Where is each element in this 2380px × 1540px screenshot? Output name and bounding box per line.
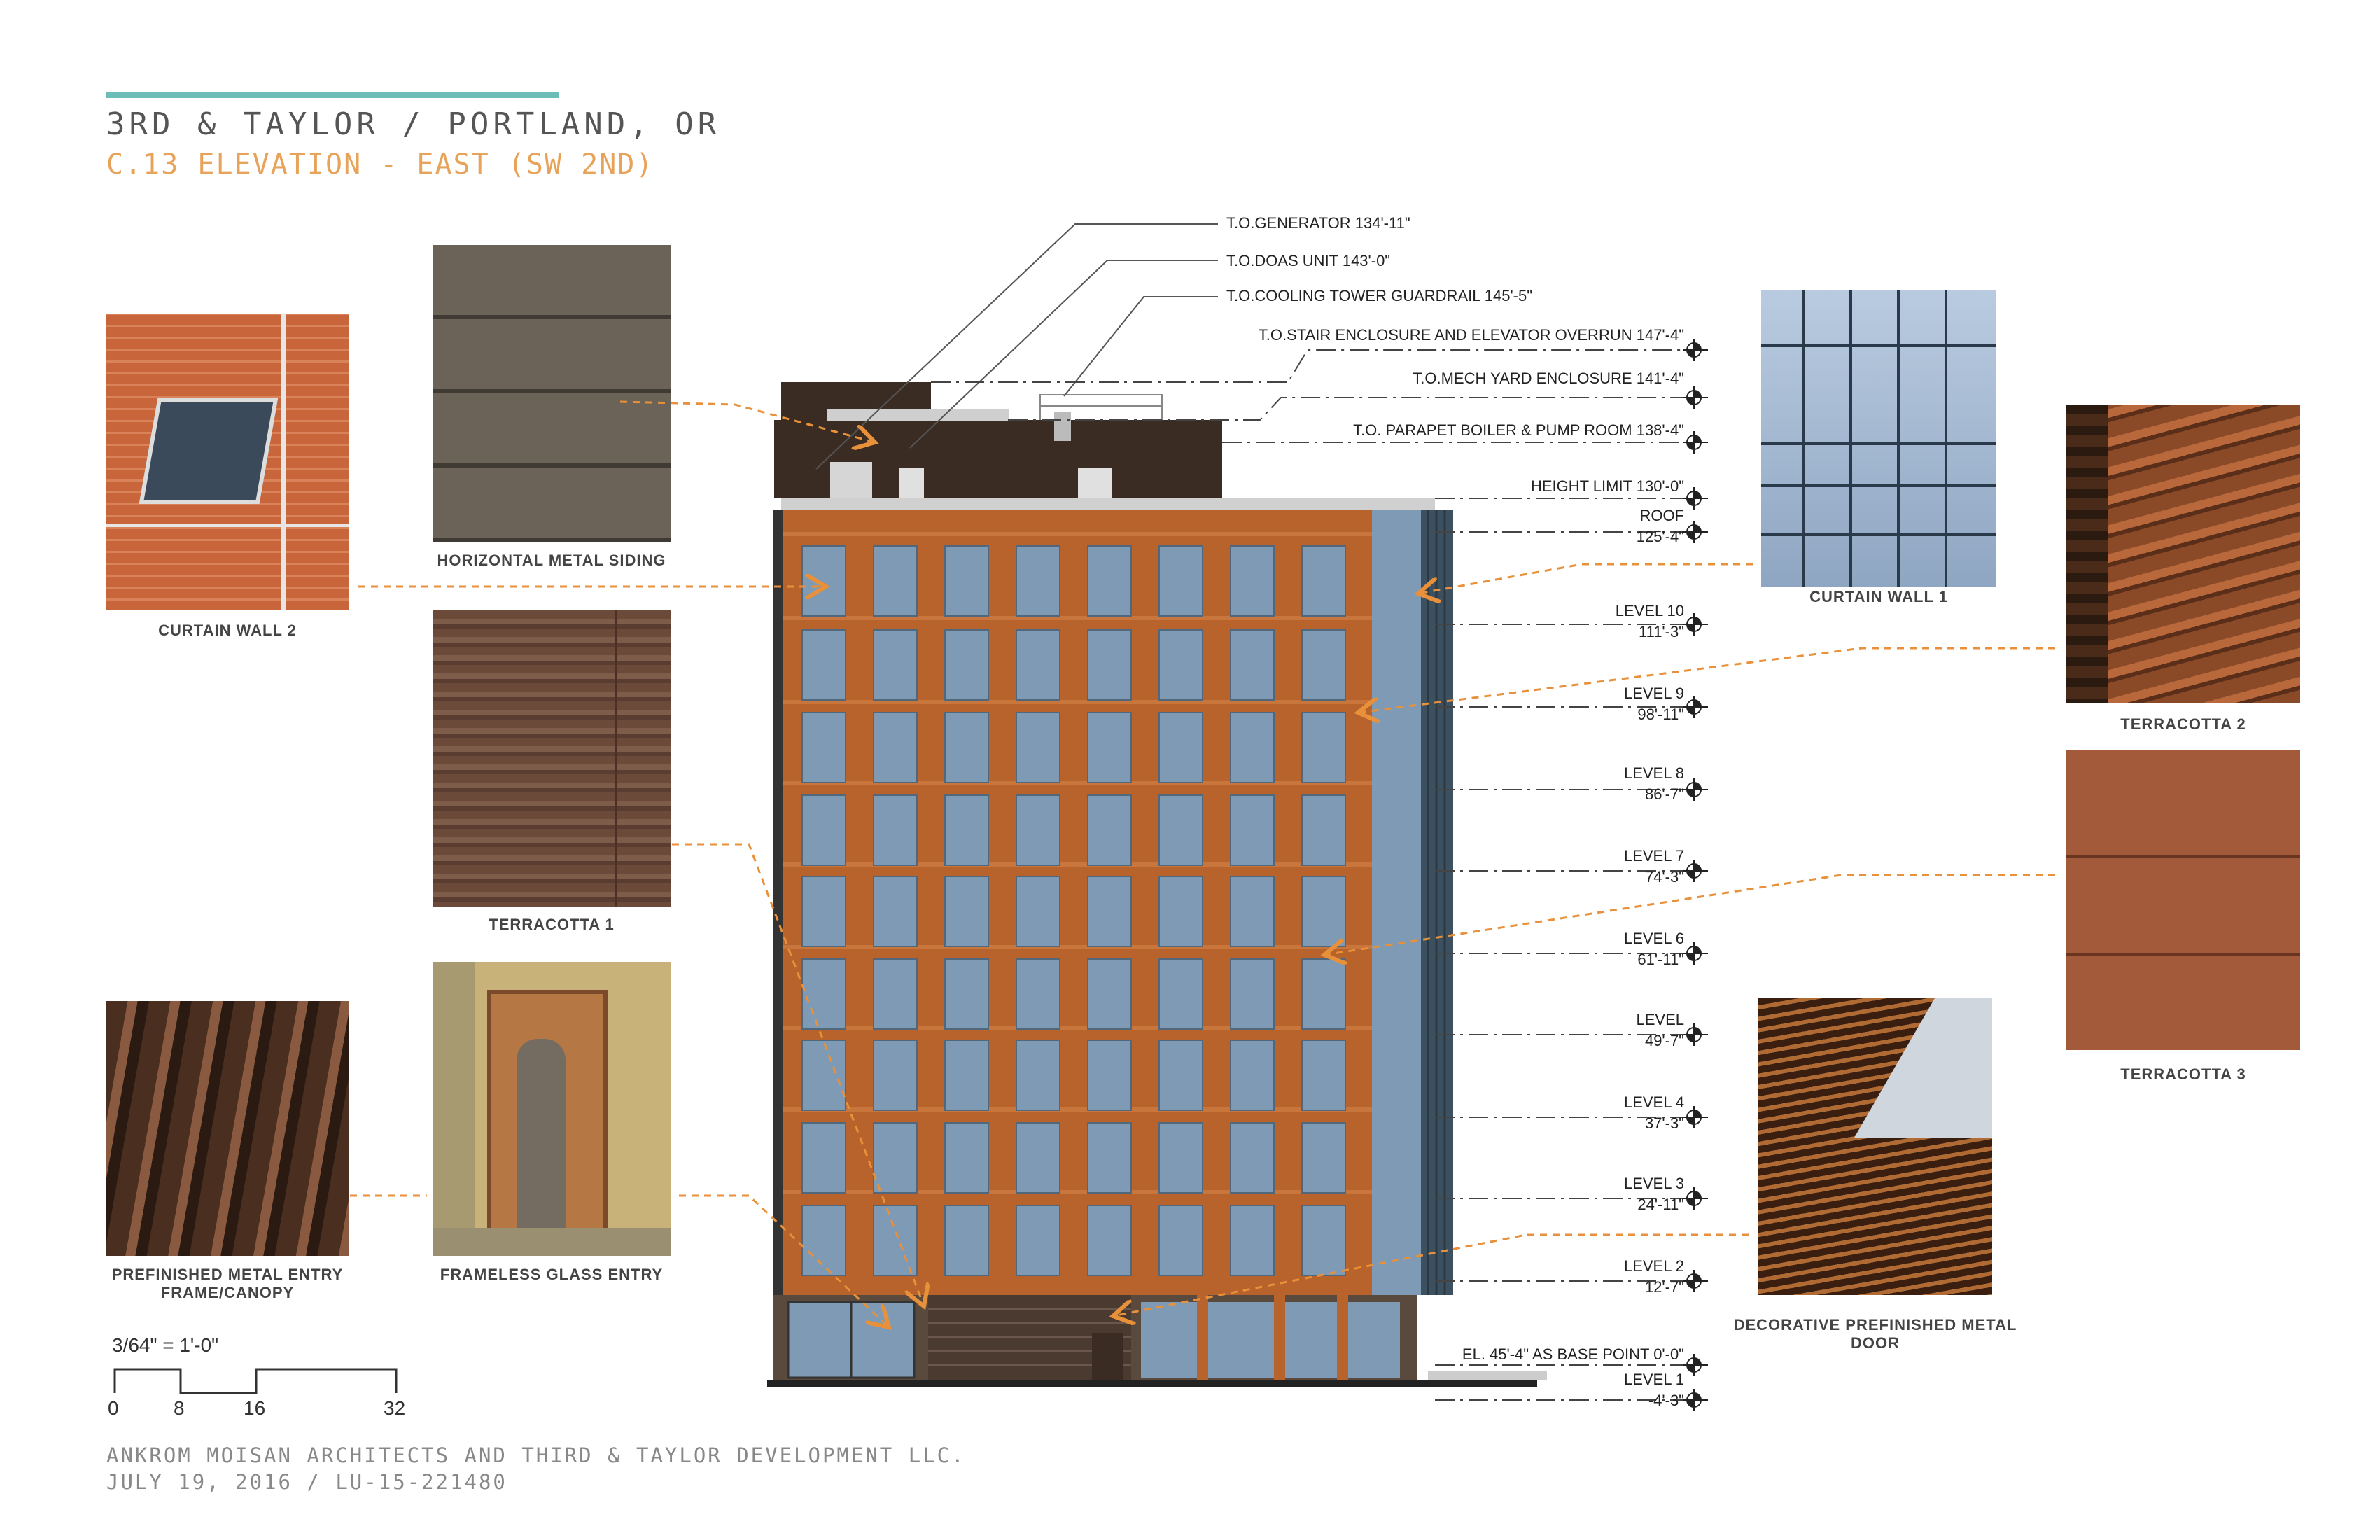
level-target-icon [1683,613,1708,636]
main-facade [767,510,1547,1387]
footer-date-permit: JULY 19, 2016 / LU-15-221480 [106,1470,507,1494]
level-target-icon [1683,386,1708,409]
facade-window [1016,630,1060,700]
label-doas-unit: T.O.DOAS UNIT 143'-0" [1226,252,1391,270]
facade-window [1088,546,1131,616]
facade-window [1231,1040,1274,1110]
facade-window [1231,713,1274,783]
facade-window [945,1040,988,1110]
facade-window [1159,876,1203,946]
level-4-elev: 37'-3" [1644,1114,1684,1132]
caption-decorative-line2: DOOR [1851,1334,1900,1352]
facade-window [945,876,988,946]
level-3-elev: 24'-11" [1637,1196,1684,1213]
facade-window [1231,959,1274,1029]
rooftop-structures [774,382,1435,510]
facade-window [802,959,846,1029]
level-2-elev: 12'-7" [1644,1278,1684,1296]
level-9-name: LEVEL 9 [1623,685,1684,702]
facade-window [1302,713,1345,783]
facade-window [1088,959,1131,1029]
facade-window [802,795,846,865]
level-roof-elev: 125'-4" [1636,528,1684,545]
facade-window [1159,546,1203,616]
caption-prefinished-line1: PREFINISHED METAL ENTRY [111,1266,344,1283]
level-4-name: LEVEL 4 [1623,1093,1684,1111]
level-1-name: LEVEL 1 [1623,1371,1684,1388]
facade-window [1088,630,1131,700]
level-target-icon [1683,1354,1708,1376]
facade-window [1302,1123,1345,1193]
facade-window [1088,1040,1131,1110]
facade-window [1088,1123,1131,1193]
level-target-icon [1683,431,1708,454]
level-2-name: LEVEL 2 [1623,1257,1684,1275]
level-9 [1624,683,1684,725]
facade-window [874,795,917,865]
graphic-scale [115,1369,396,1393]
facade-window [1302,795,1345,865]
facade-window [802,713,846,783]
level-roof [1637,505,1684,547]
level-8 [1624,763,1684,805]
caption-decorative-line1: DECORATIVE PREFINISHED METAL [1733,1316,2017,1334]
facade-window [1159,795,1203,865]
level-6-elev: 61'-11" [1637,951,1684,968]
facade-window [874,876,917,946]
caption-terracotta-1: TERRACOTTA 1 [489,916,615,933]
level-4 [1624,1092,1684,1134]
facade-window [802,876,846,946]
label-generator: T.O.GENERATOR 134'-11" [1226,214,1410,232]
facade-window [1302,630,1345,700]
facade-window [1159,959,1203,1029]
facade-window [1302,959,1345,1029]
level-target-icon [1683,339,1708,361]
level-target-icon [1683,1106,1708,1128]
facade-window [802,546,846,616]
facade-window [945,546,988,616]
facade-window [802,1123,846,1193]
facade-window [1016,959,1060,1029]
facade-window [1088,876,1131,946]
level-parapet: T.O. PARAPET BOILER & PUMP ROOM 138'-4" [1353,421,1684,439]
facade-window [945,959,988,1029]
level-target-icon [1683,696,1708,718]
facade-window [802,630,846,700]
level-10-name: LEVEL 10 [1615,602,1684,620]
facade-window [945,713,988,783]
level-3-name: LEVEL 3 [1623,1175,1684,1192]
caption-curtain-wall-1: CURTAIN WALL 1 [1809,588,1948,606]
facade-window [945,1205,988,1275]
level-target-icon [1683,942,1708,965]
level-height-limit: HEIGHT LIMIT 130'-0" [1530,477,1684,495]
scale-tick-32: 32 [384,1397,406,1419]
level-5-elev: 49'-7" [1644,1032,1684,1049]
facade-window [1159,630,1203,700]
caption-curtain-wall-2: CURTAIN WALL 2 [158,622,297,639]
facade-window [1159,1123,1203,1193]
footer-credits: ANKROM MOISAN ARCHITECTS AND THIRD & TAYLOR DEVELOPMENT LLC. [106,1443,966,1467]
level-base-point: EL. 45'-4" AS BASE POINT 0'-0" [1462,1345,1684,1363]
label-cooling-tower: T.O.COOLING TOWER GUARDRAIL 145'-5" [1226,287,1533,304]
facade-window [1231,630,1274,700]
caption-horizontal-metal-siding: HORIZONTAL METAL SIDING [437,552,666,569]
scale-tick-8: 8 [174,1397,185,1419]
level-8-name: LEVEL 8 [1623,764,1684,782]
level-target-icon [1683,1023,1708,1046]
facade-window [945,1123,988,1193]
project-title: 3RD & TAYLOR / PORTLAND, OR [106,106,721,142]
facade-window [1016,1205,1060,1275]
caption-terracotta-2: TERRACOTTA 2 [2120,715,2246,733]
facade-window [1302,876,1345,946]
facade-window [1016,546,1060,616]
scale-tick-16: 16 [244,1397,266,1419]
facade-window [1302,546,1345,616]
caption-frameless-glass-entry: FRAMELESS GLASS ENTRY [440,1266,664,1283]
facade-window [1302,1040,1345,1110]
scale-label: 3/64" = 1'-0" [112,1334,219,1356]
sheet-title: C.13 ELEVATION - EAST (SW 2ND) [106,148,654,181]
level-9-elev: 98'-11" [1637,706,1684,723]
level-target-markers [1683,339,1708,1411]
level-7-name: LEVEL 7 [1623,847,1684,864]
level-1 [1624,1369,1684,1411]
facade-window [1016,795,1060,865]
level-target-icon [1683,487,1708,510]
level-target-icon [1683,1270,1708,1292]
facade-window [1159,713,1203,783]
level-1-elev: -4'-3" [1648,1392,1684,1409]
level-6-name: LEVEL 6 [1623,930,1684,947]
level-8-elev: 86'-7" [1644,785,1684,803]
facade-window [1231,1123,1274,1193]
level-7-elev: 74'-3" [1644,868,1684,886]
level-5 [1637,1009,1685,1051]
facade-window [802,1040,846,1110]
facade-window [1088,713,1131,783]
caption-terracotta-3: TERRACOTTA 3 [2120,1065,2246,1083]
level-target-icon [1683,521,1708,543]
facade-window [874,1123,917,1193]
level-6 [1624,928,1684,970]
facade-window [945,795,988,865]
facade-window [1231,1205,1274,1275]
level-7 [1624,846,1684,888]
level-roof-name: ROOF [1639,507,1684,524]
facade-window [874,959,917,1029]
facade-window [874,630,917,700]
facade-window [1016,713,1060,783]
facade-window [1231,876,1274,946]
caption-prefinished-line2: FRAME/CANOPY [160,1284,295,1301]
level-3 [1624,1173,1684,1215]
facade-window [874,713,917,783]
facade-window [1016,876,1060,946]
facade-window [802,1205,846,1275]
level-target-icon [1683,860,1708,882]
level-2 [1624,1256,1684,1298]
scale-tick-0: 0 [108,1397,119,1419]
level-10-elev: 111'-3" [1638,623,1684,640]
facade-window [945,630,988,700]
level-stair-enclosure: T.O.STAIR ENCLOSURE AND ELEVATOR OVERRUN 147'-4" [1258,326,1684,344]
facade-window [874,1040,917,1110]
level-10 [1616,601,1684,643]
facade-window [1088,1205,1131,1275]
facade-window [1016,1040,1060,1110]
level-mech-yard: T.O.MECH YARD ENCLOSURE 141'-4" [1413,370,1684,387]
facade-window [1302,1205,1345,1275]
facade-window [1159,1040,1203,1110]
facade-window [1231,795,1274,865]
facade-window [1231,546,1274,616]
facade-window [1159,1205,1203,1275]
level-5-name: LEVEL [1636,1011,1684,1028]
facade-window [1088,795,1131,865]
level-target-icon [1683,1187,1708,1210]
facade-window [874,546,917,616]
facade-window [1016,1123,1060,1193]
facade-window [874,1205,917,1275]
level-target-icon [1683,1389,1708,1411]
level-target-icon [1683,778,1708,801]
